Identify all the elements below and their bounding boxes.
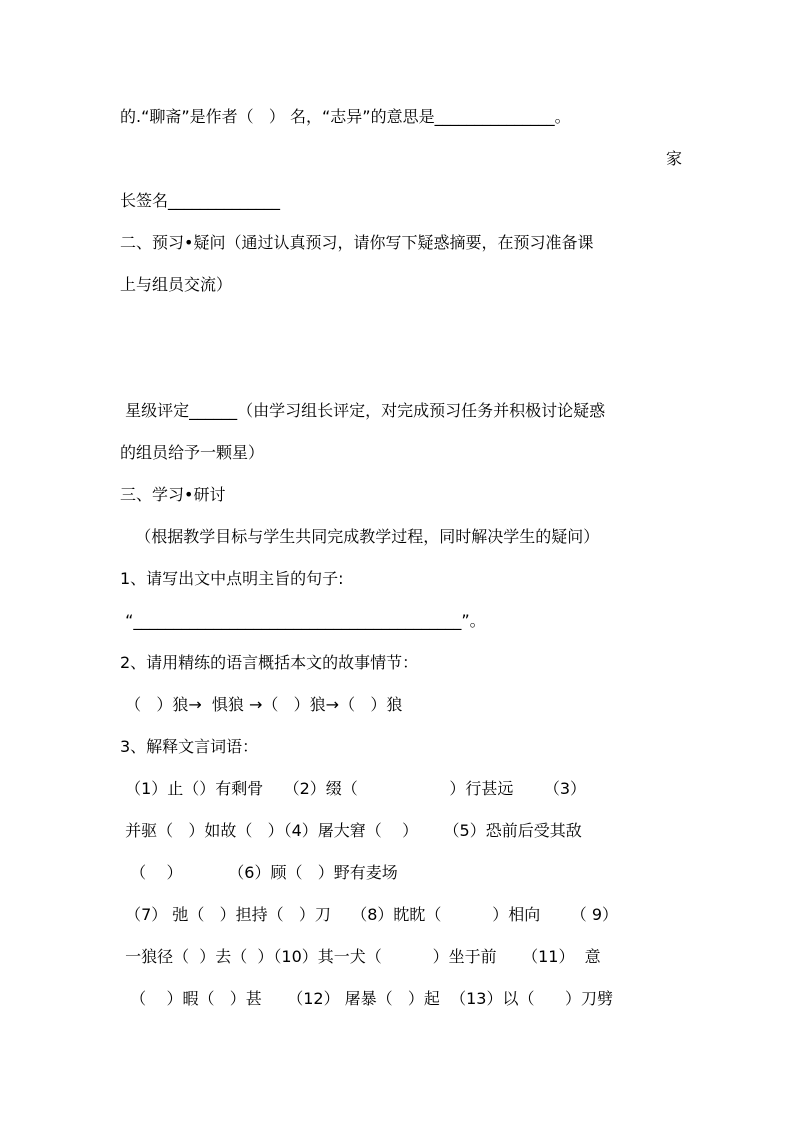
section-heading-preview: 二、预习•疑问（通过认真预习，请你写下疑惑摘要，在预习准备课 bbox=[120, 233, 594, 252]
question-1: 1、请写出文中点明主旨的句子: bbox=[120, 569, 344, 588]
text-line-1: 的.“聊斋”是作者（ ） 名，“志异”的意思是_______________。 bbox=[120, 107, 571, 126]
vocab-line-2: 并驱（ ）如故（ ）（4）屠大窘（ ） （5）恐前后受其敌 bbox=[120, 821, 582, 840]
question-1-blank: “_________________________________________”。 bbox=[120, 611, 486, 630]
text-line-5: 上与组员交流） bbox=[120, 275, 233, 294]
vocab-line-3: （ ） （6）顾（ ）野有麦场 bbox=[120, 863, 398, 882]
question-2: 2、请用精练的语言概括本文的故事情节： bbox=[120, 653, 419, 672]
text-line-6: 星级评定______（由学习组长评定，对完成预习任务并积极讨论疑惑 bbox=[120, 401, 606, 420]
vocab-line-1: （1）止（）有剩骨 （2）缀（ ）行甚远 （3） bbox=[120, 779, 587, 798]
section-heading-study: 三、学习•研讨 bbox=[120, 485, 226, 504]
vocab-line-6: （ ）暇（ ）甚 （12） 屠暴（ ）起 （13）以（ ）刀劈 bbox=[120, 989, 613, 1008]
question-3: 3、解释文言词语： bbox=[120, 737, 259, 756]
text-line-7: 的组员给予一颗星） bbox=[120, 443, 265, 462]
vocab-line-5: 一狼径（ ）去（ ）（10）其一犬（ ）坐于前 （11） 意 bbox=[120, 947, 601, 966]
text-line-3: 长签名______________ bbox=[120, 191, 281, 210]
text-line-9: （根据教学目标与学生共同完成教学过程，同时解决学生的疑问） bbox=[120, 527, 600, 546]
vocab-line-4: （7） 弛（ ）担持（ ）刀 （8）眈眈（ ）相向 （ 9） bbox=[120, 905, 619, 924]
text-line-2: 家 bbox=[665, 149, 682, 168]
question-2-plot: （ ）狼→ 惧狼 →（ ）狼→（ ）狼 bbox=[120, 695, 403, 714]
